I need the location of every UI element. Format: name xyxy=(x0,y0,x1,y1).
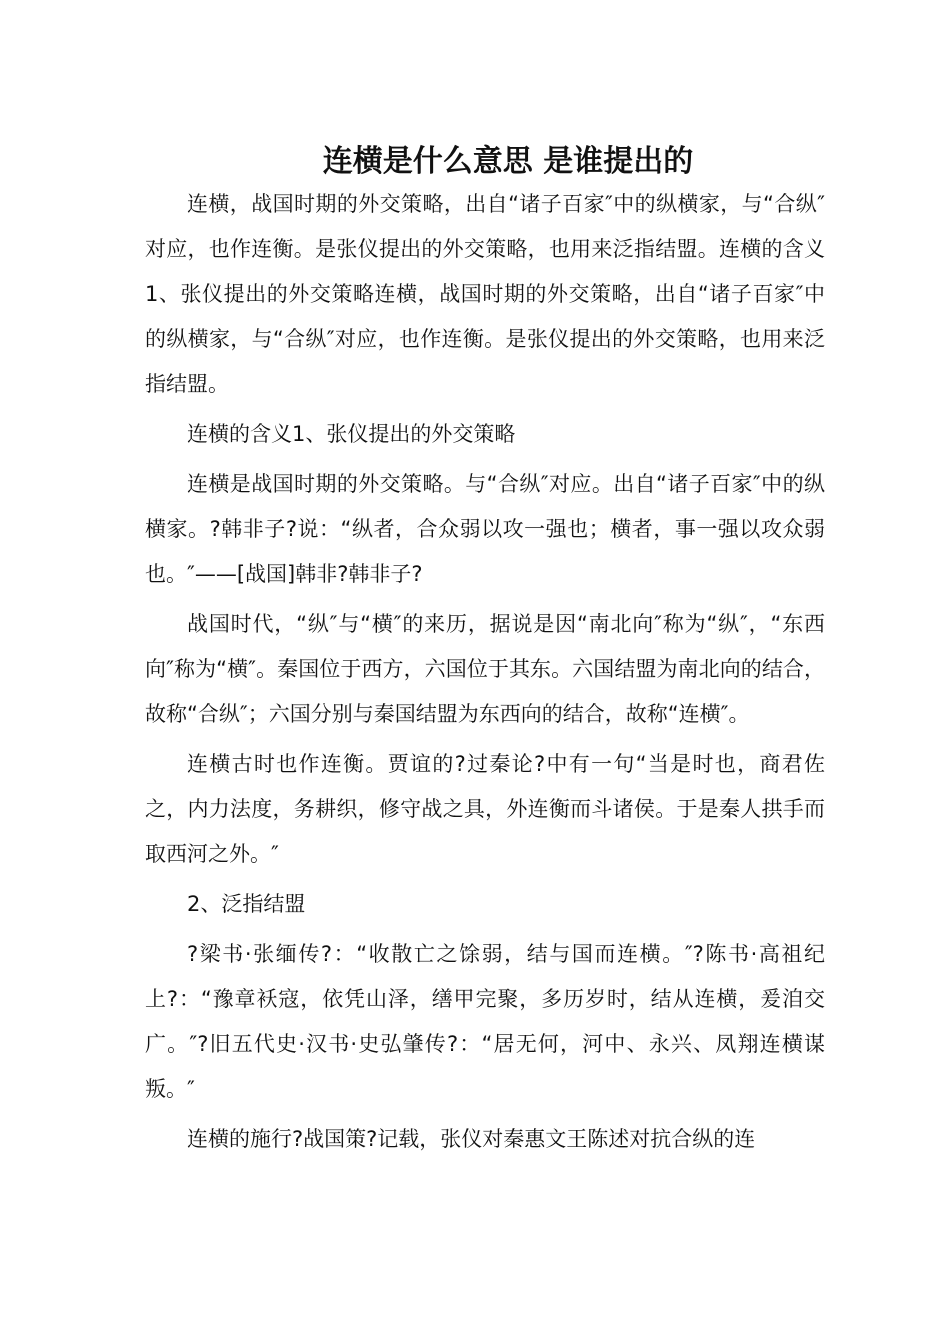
paragraph-implementation: 连横的施行?战国策?记载，张仪对秦惠文王陈述对抗合纵的连 xyxy=(187,1127,756,1151)
paragraph-hanfeizi-quote: 连横是战国时期的外交策略。与“合纵″对应。出自“诸子百家″中的纵横家。?韩非子?说：“纵者，合众弱以攻一强也；横者，事一强以攻众弱也。″——[战国]韩非?韩非子? xyxy=(145,472,825,586)
paragraph-guoqinlun: 连横古时也作连衡。贾谊的?过秦论?中有一句“当是时也，商君佐之，内力法度，务耕织，修守战之具，外连衡而斗诸侯。于是秦人拱手而取西河之外。″ xyxy=(145,752,825,866)
page-title: 连横是什么意思 是谁提出的 xyxy=(322,144,694,180)
paragraph-origin-of-terms: 战国时代，“纵″与“横″的来历，据说是因“南北向″称为“纵″，“东西向″称为“横″。秦国位于西方，六国位于其东。六国结盟为南北向的结合，故称“合纵″；六国分别与秦国结盟为东西向的结合，故称“连横″。 xyxy=(145,612,825,726)
paragraph-intro: 连横，战国时期的外交策略，出自“诸子百家″中的纵横家，与“合纵″对应，也作连衡。是张仪提出的外交策略，也用来泛指结盟。连横的含义1、张仪提出的外交策略连横，战国时期的外交策略，出自“诸子百家″中的纵横家，与“合纵″对应，也作连衡。是张仪提出的外交策略，也用来泛指结盟。 xyxy=(145,192,825,396)
document-body xyxy=(145,182,825,1167)
paragraph-historical-sources: ?梁书·张缅传?：“收散亡之馀弱，结与国而连横。″?陈书·高祖纪上?：“豫章袄寇，依凭山泽，缮甲完聚，多历岁时，结从连横，爰洎交广。″?旧五代史·汉书·史弘肇传?：“居无何，河中、永兴、凤翔连横谋叛。″ xyxy=(145,942,825,1101)
paragraph-heading-meaning-1: 连横的含义1、张仪提出的外交策略 xyxy=(187,422,516,446)
paragraph-heading-meaning-2: 2、泛指结盟 xyxy=(187,892,306,916)
